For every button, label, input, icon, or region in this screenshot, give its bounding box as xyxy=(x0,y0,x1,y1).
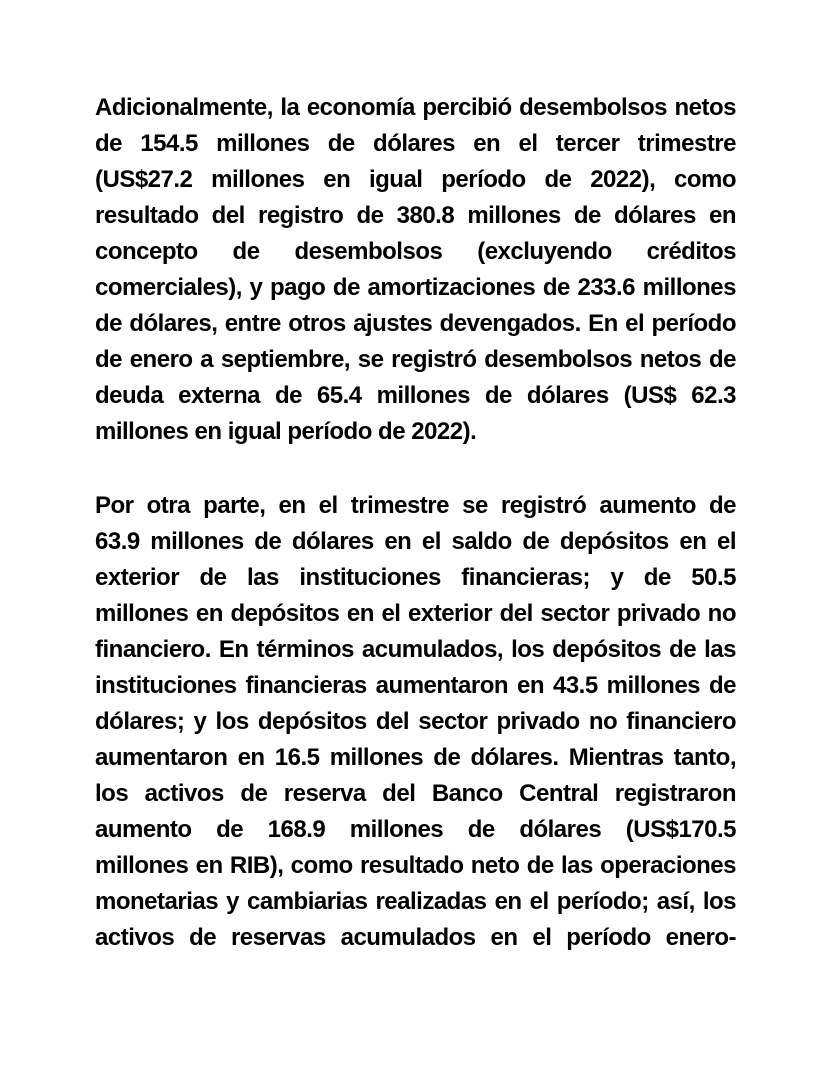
text-line: comerciales), y pago de amortizaciones de 233.6 millones xyxy=(95,274,736,301)
text-line: deuda externa de 65.4 millones de dólares (US$ 62.3 xyxy=(95,382,736,409)
text-line: instituciones financieras aumentaron en 43.5 millones de xyxy=(95,672,736,699)
text-line: aumentaron en 16.5 millones de dólares. Mientras tanto, xyxy=(95,744,736,771)
text-line: millones en RIB), como resultado neto de las operaciones xyxy=(95,852,736,879)
text-line: 63.9 millones de dólares en el saldo de depósitos en el xyxy=(95,528,736,555)
text-line: (US$27.2 millones en igual período de 2022), como xyxy=(95,166,736,193)
text-line: aumento de 168.9 millones de dólares (US$170.5 xyxy=(95,816,736,843)
paragraph-2 xyxy=(95,488,736,956)
text-line: monetarias y cambiarias realizadas en el período; así, los xyxy=(95,888,736,915)
text-line: dólares; y los depósitos del sector privado no financiero xyxy=(95,708,736,735)
text-line: los activos de reserva del Banco Central registraron xyxy=(95,780,736,807)
document-body xyxy=(95,90,736,994)
text-line: de dólares, entre otros ajustes devengados. En el período xyxy=(95,310,736,337)
paragraph-1 xyxy=(95,90,736,450)
text-line: resultado del registro de 380.8 millones de dólares en xyxy=(95,202,736,229)
text-line: millones en igual período de 2022). xyxy=(95,418,477,445)
text-line: exterior de las instituciones financieras; y de 50.5 xyxy=(95,564,736,591)
text-line: financiero. En términos acumulados, los depósitos de las xyxy=(95,636,736,663)
text-line: millones en depósitos en el exterior del sector privado no xyxy=(95,600,736,627)
text-line: de enero a septiembre, se registró desembolsos netos de xyxy=(95,346,736,373)
text-line: de 154.5 millones de dólares en el tercer trimestre xyxy=(95,130,736,157)
text-line: Por otra parte, en el trimestre se registró aumento de xyxy=(95,492,736,519)
text-line: activos de reservas acumulados en el período enero- xyxy=(95,924,736,951)
text-line: Adicionalmente, la economía percibió desembolsos netos xyxy=(95,94,736,121)
text-line: concepto de desembolsos (excluyendo créditos xyxy=(95,238,736,265)
